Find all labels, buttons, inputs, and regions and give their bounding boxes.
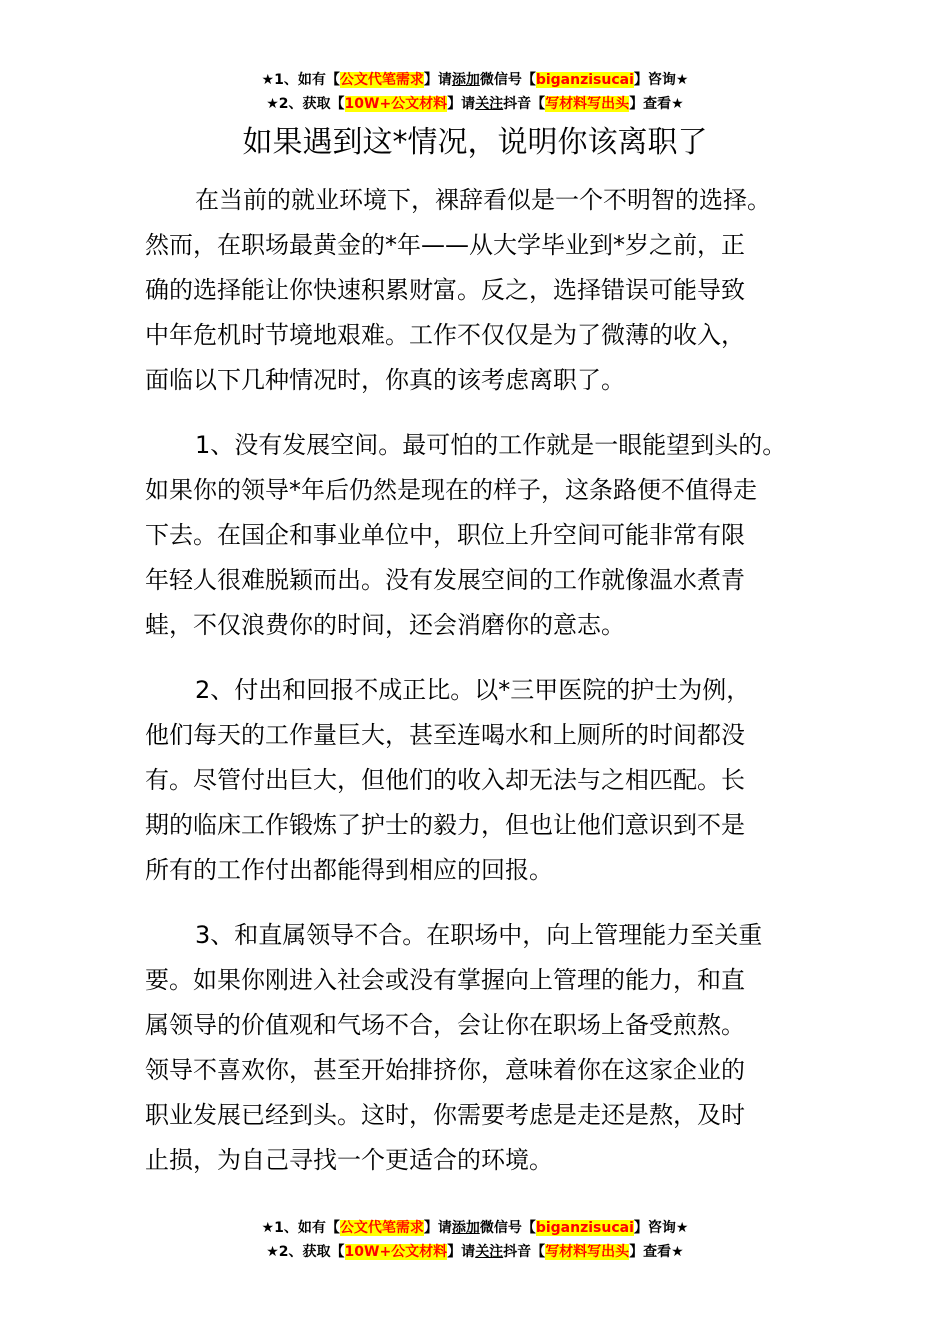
banner-line-1-mid2: 微信号【 bbox=[479, 72, 536, 88]
banner-line-2-mid: 】请 bbox=[447, 96, 476, 112]
banner-line-1-highlight-service: 公文代笔需求 bbox=[339, 72, 424, 88]
paragraph-line: 2、付出和回报不成正比。以*三甲医院的护士为例， bbox=[195, 676, 751, 704]
paragraph-point-3 bbox=[145, 913, 810, 1183]
footer-line-1-highlight-service: 公文代笔需求 bbox=[339, 1220, 424, 1236]
footer-banner-line-1 bbox=[0, 1216, 950, 1240]
banner-line-2-emphasis: 关注 bbox=[475, 96, 504, 112]
footer-line-1-mid2: 微信号【 bbox=[479, 1220, 536, 1236]
footer-line-2-emphasis: 关注 bbox=[475, 1244, 504, 1260]
paragraph-line: 要。如果你刚进入社会或没有掌握向上管理的能力，和直 bbox=[145, 966, 745, 994]
paragraph-line: 如果你的领导*年后仍然是现在的样子，这条路便不值得走 bbox=[145, 476, 757, 504]
paragraph-line: 在当前的就业环境下，裸辞看似是一个不明智的选择。 bbox=[195, 186, 771, 214]
banner-line-1-mid: 】请 bbox=[423, 72, 452, 88]
header-banner bbox=[0, 68, 950, 116]
document-body bbox=[145, 178, 810, 1203]
paragraph-line: 领导不喜欢你，甚至开始排挤你，意味着你在这家企业的 bbox=[145, 1056, 745, 1084]
footer-line-1-mid: 】请 bbox=[423, 1220, 452, 1236]
footer-line-2-suffix: 】查看★ bbox=[629, 1244, 684, 1260]
paragraph-line: 有。尽管付出巨大，但他们的收入却无法与之相匹配。长 bbox=[145, 766, 745, 794]
paragraph-line: 所有的工作付出都能得到相应的回报。 bbox=[145, 856, 553, 884]
paragraph-line: 属领导的价值观和气场不合，会让你在职场上备受煎熬。 bbox=[145, 1011, 745, 1039]
banner-line-2-highlight-materials: 10W+公文材料 bbox=[344, 96, 448, 112]
banner-line-1 bbox=[0, 68, 950, 92]
banner-line-2-suffix: 】查看★ bbox=[629, 96, 684, 112]
footer-banner-line-2 bbox=[0, 1240, 950, 1264]
footer-line-2-mid: 】请 bbox=[447, 1244, 476, 1260]
paragraph-line: 止损，为自己寻找一个更适合的环境。 bbox=[145, 1146, 553, 1174]
banner-line-2-mid2: 抖音【 bbox=[503, 96, 546, 112]
banner-line-1-prefix: ★1、如有【 bbox=[261, 72, 340, 88]
paragraph-line: 下去。在国企和事业单位中，职位上升空间可能非常有限 bbox=[145, 521, 745, 549]
banner-line-2-prefix: ★2、获取【 bbox=[266, 96, 345, 112]
paragraph-line: 面临以下几种情况时，你真的该考虑离职了。 bbox=[145, 366, 625, 394]
footer-banner bbox=[0, 1216, 950, 1264]
document-title: 如果遇到这*情况，说明你该离职了 bbox=[242, 125, 708, 160]
banner-line-2-highlight-douyin: 写材料写出头 bbox=[545, 96, 630, 112]
paragraph-line: 他们每天的工作量巨大，甚至连喝水和上厕所的时间都没 bbox=[145, 721, 745, 749]
footer-line-1-prefix: ★1、如有【 bbox=[261, 1220, 340, 1236]
paragraph-line: 年轻人很难脱颖而出。没有发展空间的工作就像温水煮青 bbox=[145, 566, 745, 594]
paragraph-point-2 bbox=[145, 668, 810, 893]
paragraph-line: 3、和直属领导不合。在职场中，向上管理能力至关重 bbox=[195, 921, 763, 949]
footer-line-1-suffix: 】咨询★ bbox=[633, 1220, 689, 1236]
paragraph-line: 蛙，不仅浪费你的时间，还会消磨你的意志。 bbox=[145, 611, 625, 639]
footer-line-1-highlight-wechat: biganzisucai bbox=[535, 1220, 634, 1236]
paragraph-line: 职业发展已经到头。这时，你需要考虑是走还是熬，及时 bbox=[145, 1101, 745, 1129]
footer-line-1-emphasis: 添加 bbox=[451, 1220, 480, 1236]
paragraph-line: 确的选择能让你快速积累财富。反之，选择错误可能导致 bbox=[145, 276, 745, 304]
paragraph-line: 1、没有发展空间。最可怕的工作就是一眼能望到头的。 bbox=[195, 431, 787, 459]
banner-line-1-highlight-wechat: biganzisucai bbox=[535, 72, 634, 88]
paragraph-point-1 bbox=[145, 423, 810, 648]
footer-line-2-highlight-douyin: 写材料写出头 bbox=[545, 1244, 630, 1260]
paragraph-intro bbox=[145, 178, 810, 403]
footer-line-2-mid2: 抖音【 bbox=[503, 1244, 546, 1260]
paragraph-line: 然而，在职场最黄金的*年——从大学毕业到*岁之前，正 bbox=[145, 231, 745, 259]
paragraph-line: 中年危机时节境地艰难。工作不仅仅是为了微薄的收入， bbox=[145, 321, 745, 349]
footer-line-2-prefix: ★2、获取【 bbox=[266, 1244, 345, 1260]
footer-line-2-highlight-materials: 10W+公文材料 bbox=[344, 1244, 448, 1260]
banner-line-1-suffix: 】咨询★ bbox=[633, 72, 689, 88]
banner-line-1-emphasis: 添加 bbox=[451, 72, 480, 88]
banner-line-2 bbox=[0, 92, 950, 116]
paragraph-line: 期的临床工作锻炼了护士的毅力，但也让他们意识到不是 bbox=[145, 811, 745, 839]
